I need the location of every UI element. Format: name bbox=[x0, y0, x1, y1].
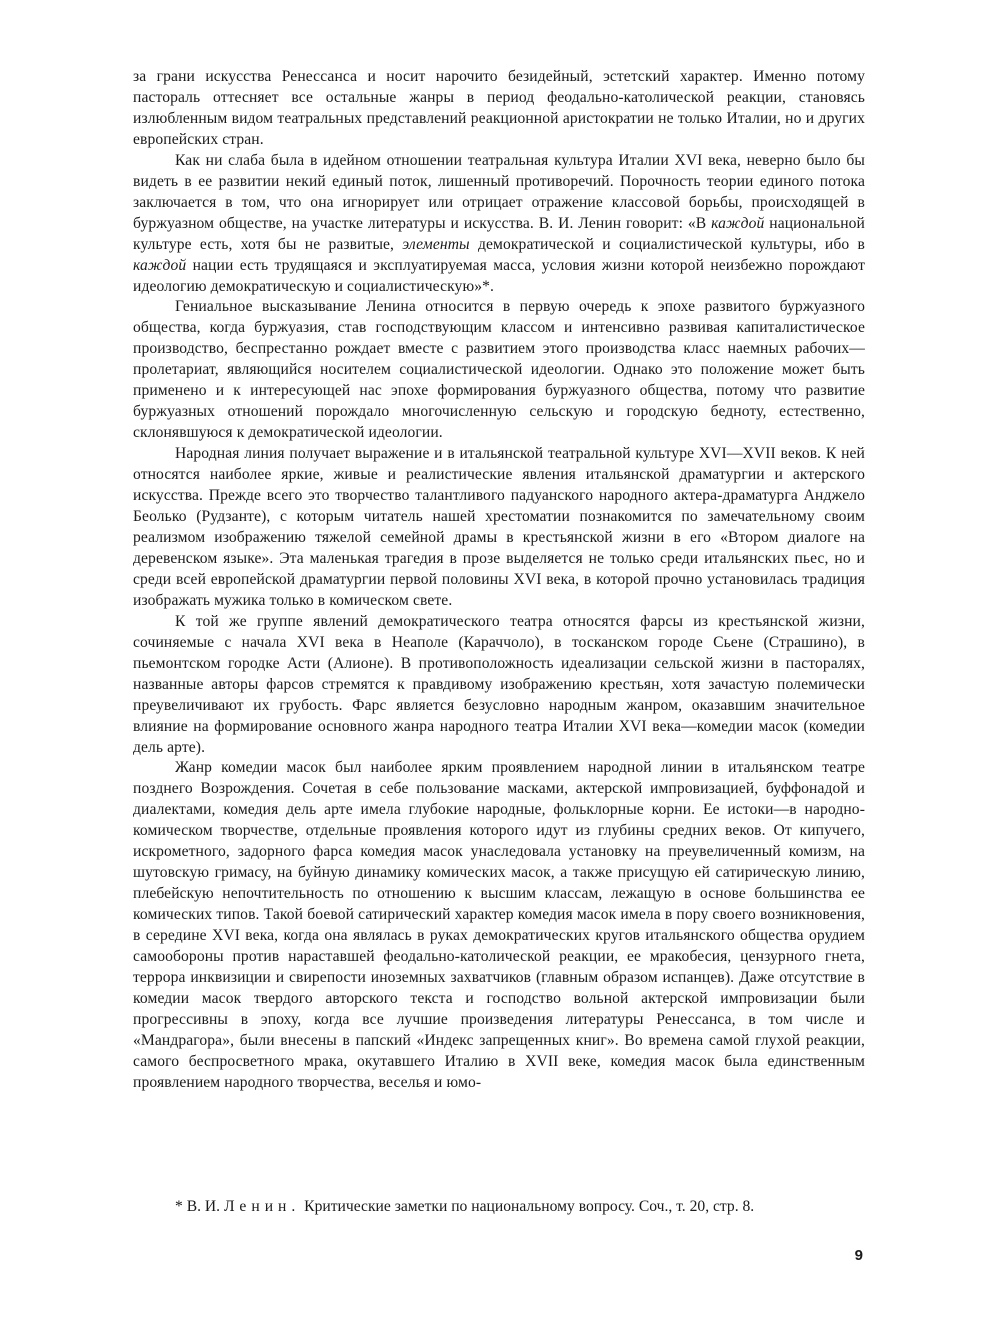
paragraph-folk-line: Народная линия получает выражение и в итальянской театральной культуре XVI—XVII веков. К ней относятся наиболее яркие, живые и реалистические явления итальянской драматургии и актерского искусства. Прежде всего это творчество талантливого падуанского народного актера-драматурга Анджело Беолько (Рудзанте), с которым читатель нашей хрестоматии познакомится по замечательному своим реализмом изображению тяжелой семейной драмы в крестьянской жизни в его «Втором диалоге на деревенском языке». Эта маленькая трагедия в прозе выделяется не только среди итальянских пьес, но и среди всей европейской драматургии первой половины XVI века, в которой прочно установилась традиция изображать мужика только в комическом свете. bbox=[133, 445, 865, 609]
page-number: 9 bbox=[854, 1247, 863, 1264]
emphasis-kazhdoi-1: каждой bbox=[711, 214, 765, 232]
paragraph-lenin-quote: Как ни слаба была в идейном отношении театральная культура Италии XVI века, неверно было бы видеть в ее развитии некий единый поток, лишенный противоречий. Порочность теории единого потока заключается в том, что она игнорирует или отрицает отражение классовой борьбы, происходящей в буржуазном обществе, на участке литературы и искусства. В. И. Ленин говорит: «В каждой национальной культуре есть, хотя бы не развитые, элементы демократической и социалистической культуры, ибо в каждой нации есть трудящаяся и эксплуатируемая масса, условия жизни которой неизбежно порождают идеологию демократическую и социалистическую»*. bbox=[133, 151, 865, 295]
paragraph-commedia-dellarte: Жанр комедии масок был наиболее ярким проявлением народной линии в итальянском театре позднего Возрождения. Сочетая в себе пользование масками, актерской импровизацией, буффонадой и диалектами, комедия дель арте имела глубокие народные, фольклорные корни. Ее истоки—в народно-комическом творчестве, отдельные проявления которого идут из глубины средних веков. От кипучего, искрометного, задорного фарса комедия масок унаследовала установку на преувеличенный комизм, на шутовскую гримасу, на буйную динамику комических масок, а также присущую ей сатирическую линию, плебейскую непочтительность по отношению к высшим классам, лежащую в основе большинства ее комических типов. Такой боевой сатирический характер комедия масок имела в пору своего возникновения, в середине XVI века, когда она являлась в руках демократических кругов итальянского общества орудием самообороны против нараставшей феодально-католической реакции, ее мракобесия, цензурного гнета, террора инквизиции и свирепости иноземных захватчиков (главным образом испанцев). Даже отсутствие в комедии масок твердого авторского текста и господство вольной актерской импровизации были прогрессивны в эпоху, когда все лучшие произведения литературы Ренессанса, в том числе и «Мандрагора», были внесены в папский «Индекс запрещенных книг». Во времена самой глухой реакции, самого беспросветного мрака, окутавшего Италию в XVII веке, комедия масок была единственным проявлением народного творчества, веселья и юмо- bbox=[133, 759, 865, 1091]
paragraph-farces: К той же группе явлений демократического театра относятся фарсы из крестьянской жизни, сочиняемые с начала XVI века в Неаполе (Караччоло), в тосканском городе Сьене (Страшино), в пьемонтском городке Асти (Алионе). В противоположность идеализации сельской жизни в пасторалях, названные авторы фарсов стремятся к правдивому изображению крестьян, хотя зачастую полемически преувеличивают их грубость. Фарс является безусловно народным жанром, оказавшим значительное влияние на формирование основного жанра народного театра Италии XVI века—комедии масок (комедии дель арте). bbox=[133, 612, 865, 756]
body-text bbox=[133, 67, 865, 1094]
emphasis-kazhdoi-2: каждой bbox=[133, 256, 187, 274]
footnote-author: Ленин. bbox=[223, 1198, 301, 1215]
footnote: * В. И. Ленин. Критические заметки по национальному вопросу. Соч., т. 20, стр. 8. bbox=[175, 1198, 755, 1215]
paragraph-bourgeois-society: Гениальное высказывание Ленина относится в первую очередь к эпохе развитого буржуазного общества, когда буржуазия, став господствующим классом и интенсивно развивая капиталистическое производство, беспрестанно рождает вместе с развитием этого производства класс наемных рабочих—пролетариат, являющийся носителем социалистической идеологии. Однако это положение может быть применено и к интересующей нас эпохе формирования буржуазного общества, потому что развитие буржуазных отношений порождало многочисленную сельскую и городскую бедноту, естественно, склонявшуюся к демократической идеологии. bbox=[133, 298, 865, 442]
paragraph-continued: за грани искусства Ренессанса и носит нарочито безидейный, эстетский характер. Именно потому пастораль оттесняет все остальные жанры в период феодально-католической реакции, становясь излюбленным видом театральных представлений реакционной аристократии не только Италии, но и других европейских стран. bbox=[133, 68, 865, 148]
emphasis-elementy: элементы bbox=[402, 235, 470, 253]
